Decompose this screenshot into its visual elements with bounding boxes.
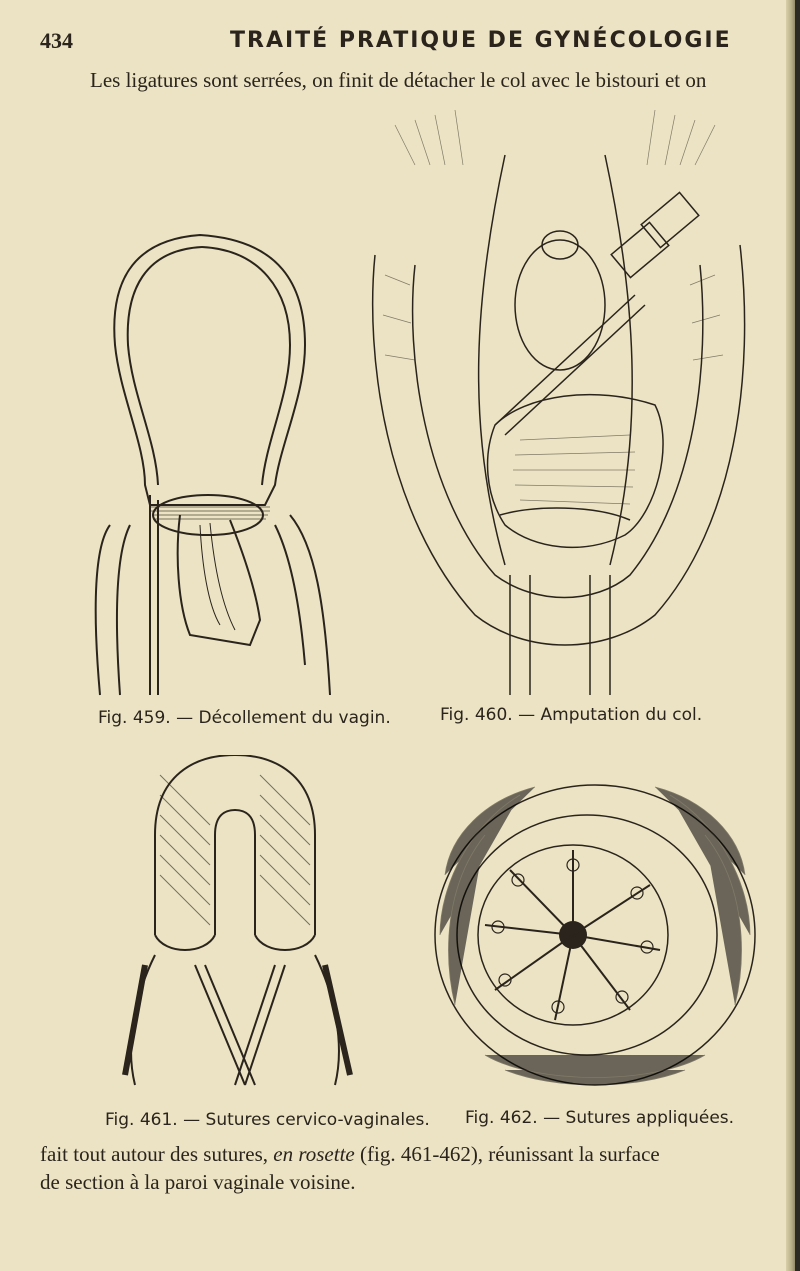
page-header [40, 26, 760, 60]
figure-461-caption: Fig. 461. — Sutures cervico-vaginales. [105, 1110, 430, 1130]
figure-459-caption: Fig. 459. — Décollement du vagin. [98, 708, 391, 728]
intro-text: Les ligatures sont serrées, on finit de détacher le col avec le bistouri et on [90, 68, 707, 92]
body-italic-term: en rosette [273, 1142, 355, 1166]
body-line-1 [40, 1140, 770, 1168]
body-line-1-end: (fig. 461-462), réunissant la surface [354, 1142, 660, 1166]
page-edge-binding [795, 0, 800, 1271]
body-line-2: de section à la paroi vaginale voisine. [40, 1170, 356, 1194]
figure-462-illustration [425, 775, 765, 1095]
running-title: TRAITÉ PRATIQUE DE GYNÉCOLOGIE [230, 28, 732, 53]
body-line-1-start: fait tout autour des sutures, [40, 1142, 274, 1166]
page-number: 434 [40, 28, 73, 53]
body-paragraph [40, 1140, 770, 1196]
figure-460-caption: Fig. 460. — Amputation du col. [440, 705, 703, 725]
figure-462-caption: Fig. 462. — Sutures appliquées. [465, 1108, 735, 1128]
figure-459-illustration [90, 225, 340, 705]
figure-460-illustration [355, 95, 765, 705]
figure-461-illustration [95, 755, 385, 1095]
